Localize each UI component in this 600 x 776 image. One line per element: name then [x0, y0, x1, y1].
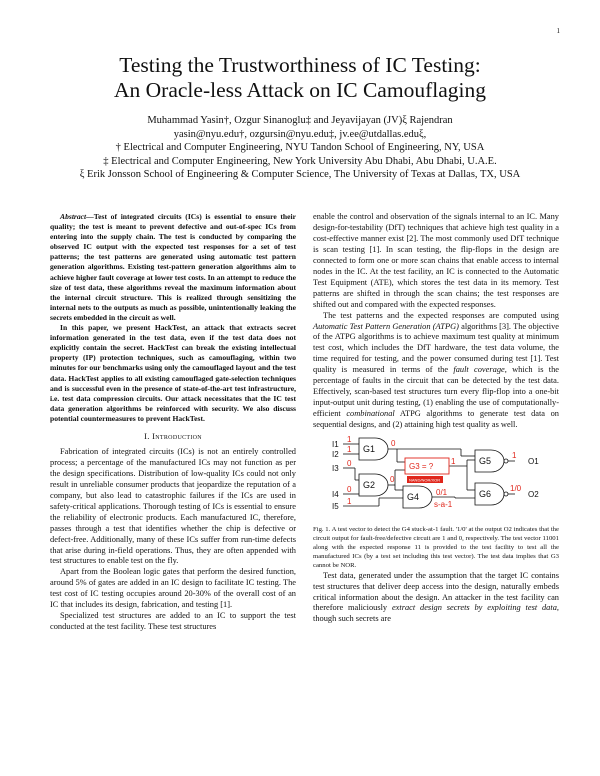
input-i1: I1 — [332, 440, 339, 450]
abstract — [50, 212, 296, 424]
output-o1: O1 — [528, 457, 539, 467]
p2-atpg-term: Automatic Test Pattern Generation (ATPG) — [313, 321, 459, 331]
right-paragraph-1: enable the control and observation of the signals internal to an IC. Many design-for-testability (DfT) techniques that achieve high test quality in a cost-effective manner exist [2]. The most commonly used DfT technique is scan testing [1]. In scan testing, the flip-flops in the design are connected to form one or more scan chains that enable access to internal nodes in the IC. At the test facility, an IC is connected to the Automatic Test Equipment (ATE), which stores the test data in its memory. Test patterns are shifted in through the scan chains; the test responses are shifted out and compared with the expected responses. — [313, 212, 559, 309]
value-g3-out: 1 — [451, 457, 456, 467]
value-g1-out: 0 — [391, 439, 396, 449]
value-g5-out: 1 — [512, 451, 517, 461]
input-i3: I3 — [332, 464, 339, 474]
left-column — [50, 212, 296, 633]
affiliation-3: ξ Erik Jonsson School of Engineering & Computer Science, The University of Texas at Dallas, TX, USA — [79, 169, 521, 180]
figure-1 — [313, 436, 559, 526]
fault-label: s-a-1 — [434, 500, 453, 510]
value-g6-out: 1/0 — [510, 484, 522, 494]
p2-text-c: , which is the percentage of faults in the circuit that can be detected by the test data. Effectively, scan-based test structures turn every flip-flop into a one-bit input-output unit during testing, (1) enabling the use of computationally-efficient — [313, 365, 560, 419]
p3-extract-term: extract design secrets by exploiting test data — [391, 603, 557, 613]
value-i4: 0 — [347, 485, 352, 495]
gate-g2: G2 — [363, 480, 376, 491]
g3-label: G3 = ? — [409, 462, 434, 472]
author-names: Muhammad Yasin†, Ozgur Sinanoglu‡ and Jeyavijayan (JV)ξ Rajendran — [147, 115, 453, 126]
abstract-label: Abstract — [60, 212, 87, 221]
input-i5: I5 — [332, 502, 339, 512]
page-number: 1 — [556, 27, 560, 35]
p2-fault-term: fault coverage — [453, 365, 505, 375]
output-o2: O2 — [528, 490, 539, 500]
value-i1: 1 — [347, 435, 352, 445]
intro-paragraph-2: Apart from the Boolean logic gates that perform the desired function, around 5% of gates are added in an IC design to facilitate IC testing. The test cost of IC testing occupies around 20-30% of the overall cost of an IC that includes its design, fabrication, and testing [1]. — [50, 567, 296, 610]
value-i2: 1 — [347, 445, 352, 455]
right-paragraph-3 — [313, 571, 559, 626]
affiliation-2: ‡ Electrical and Computer Engineering, New York University Abu Dhabi, Abu Dhabi, U.A.E. — [103, 155, 497, 167]
p2-text-a: The test patterns and the expected responses are computed using — [323, 310, 559, 320]
value-i5: 1 — [347, 497, 352, 507]
figure-1-caption: Fig. 1. A test vector to detect the G4 stuck-at-1 fault. '1/0' at the output O2 indicates that the circuit output for fault-free/defective circuit are 1 and 0, respectively. The test vector 11001 along with the expected response 11 is provided to the test facility to test all the manufactured ICs (by a test set including this test vector). The test data implies that G3 cannot be NOR. — [313, 526, 559, 569]
gate-g4: G4 — [407, 492, 420, 503]
input-i2: I2 — [332, 450, 339, 460]
right-paragraph-2 — [313, 311, 559, 431]
p2-text-b: algorithms [3]. The objective of the ATPG algorithms is to achieve maximum test quality at minimum test cost, which includes the DfT hardware, the test data volume, the time required for testing, and the power consumed during test [1]. Test quality is measured in terms of the — [313, 321, 559, 375]
author-block — [0, 114, 600, 182]
intro-paragraph-3: Specialized test structures are added to an IC to support the test conducted at the test facility. These test structures — [50, 611, 296, 632]
right-column — [313, 212, 559, 625]
p2-comb-term: combinational — [346, 409, 395, 419]
value-g4-out: 0/1 — [436, 488, 448, 498]
gate-g6: G6 — [479, 489, 492, 500]
paper-title — [0, 53, 600, 103]
value-i3: 0 — [347, 459, 352, 469]
abstract-paragraph-1: —Test of integrated circuits (ICs) is essential to ensure their quality; the test is meant to prevent defective and out-of-spec ICs from entering into the supply chain. The test is conducted by comparing the observed IC output with the expected test responses for a set of test patterns; the test patterns are generated using automatic test pattern generation algorithms. Existing test-pattern generation algorithms aim to achieve higher fault coverage at lower test costs. In an attempt to reduce the size of test data, these algorithms reveal the maximum information about the internal circuit structure. This is realized through sensitizing the internal nets to the outputs as much as possible, unintentionally leaking the secrets embedded in the circuit as well. — [50, 212, 296, 322]
title-line-2: An Oracle-less Attack on IC Camouflaging — [114, 78, 486, 102]
p3-text-b: , though such secrets are — [313, 603, 559, 624]
gate-g1: G1 — [363, 444, 376, 455]
input-i4: I4 — [332, 490, 339, 500]
intro-paragraph-1: Fabrication of integrated circuits (ICs) is not an entirely controlled process; a percentage of the manufactured ICs may not function as per the design specifications. Distribution of low-quality ICs could not only result in unreliable consumer products that jeopardize the reputation of a company, but also lead to catastrophic failures if the ICs are used in safety-critical applications. Thorough testing of ICs is essential to ensure the reliability of electronic products. Each manufactured IC, therefore, passes through a test that identifies whether the chip is defective or defect-free. Additionally, many of these ICs suffer from run-time defects that arise during in-field operations. Thus, they are often appended with test structures to enable test on the fly. — [50, 446, 296, 566]
p3-text-a: Test data, generated under the assumption that the target IC contains test structures that deliver deep access into the design, naturally embeds critical information about the design. An attacker in the test facility can therefore maliciously — [313, 570, 559, 613]
p2-text-d: ATPG algorithms to generate test data on sequential designs, and (2) attaining high test quality as well. — [313, 409, 559, 430]
g3-options: NAND/NOR/XOR — [409, 477, 441, 483]
title-line-1: Testing the Trustworthiness of IC Testing: — [119, 53, 481, 77]
circuit-diagram — [332, 435, 550, 526]
affiliation-1: † Electrical and Computer Engineering, NYU Tandon School of Engineering, NY, USA — [115, 142, 485, 153]
author-emails: yasin@nyu.edu†, ozgursin@nyu.edu‡, jv.ee@utdallas.eduξ, — [173, 128, 427, 140]
section-heading-introduction: I. Introduction — [144, 430, 202, 441]
value-g2-out: 0 — [390, 475, 395, 485]
gate-g5: G5 — [479, 456, 492, 467]
abstract-paragraph-2: In this paper, we present HackTest, an attack that extracts secret information generated in the test data, even if the test data does not explicitly contain the secret. HackTest can break the existing intellectual property (IP) protection techniques, such as camouflaging, within two minutes for our benchmarks using only the camouflaged layout and the test data. HackTest applies to all existing camouflaged gate-selection techniques and is successful even in the presence of state-of-the-art test infrastructure, i.e. test data compression circuits. Our attack necessitates that the IC test data generation algorithms be reinforced with security. We also discuss potential countermeasures to prevent HackTest. — [50, 323, 296, 423]
